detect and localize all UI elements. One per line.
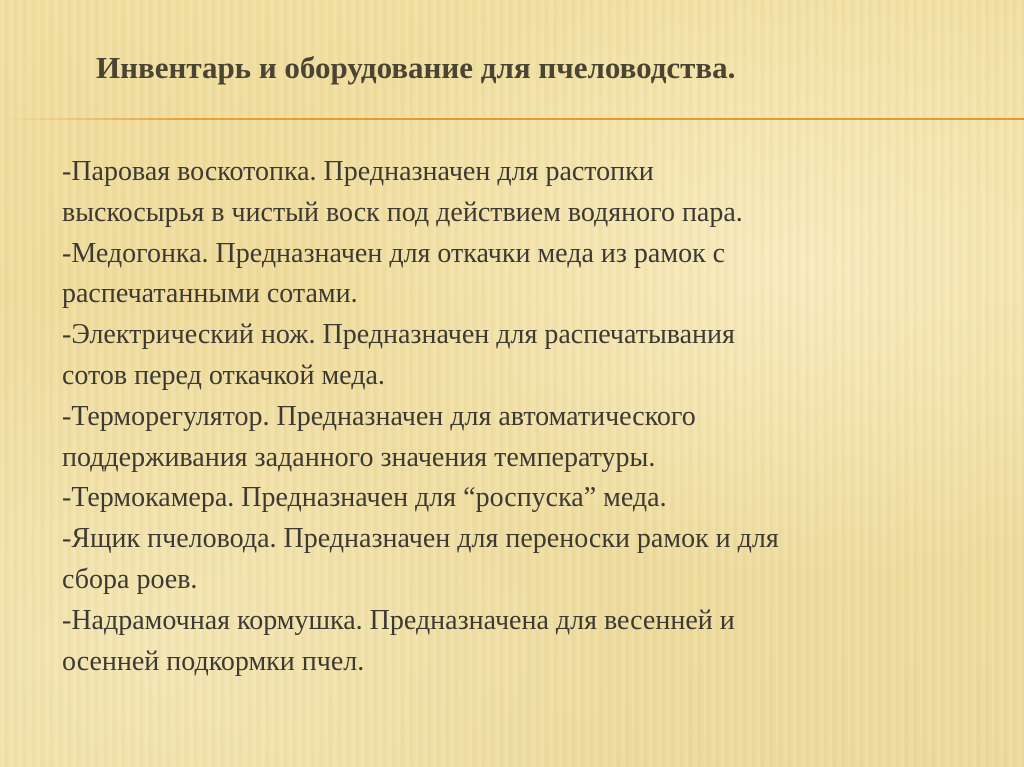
slide-title: Инвентарь и оборудование для пчеловодства.: [96, 50, 736, 85]
slide-body: [62, 152, 962, 682]
body-line: сотов перед откачкой меда.: [62, 359, 385, 391]
title-divider-line: [0, 118, 1024, 120]
body-line: -Электрический нож. Предназначен для распечатывания: [62, 319, 735, 351]
body-line: -Термокамера. Предназначен для “роспуска” меда.: [62, 482, 667, 514]
body-line: -Ящик пчеловода. Предназначен для переноски рамок и для: [62, 523, 779, 555]
body-line: поддерживания заданного значения температуры.: [62, 441, 656, 473]
body-line: -Медогонка. Предназначен для откачки меда из рамок с: [62, 237, 726, 269]
body-line: -Терморегулятор. Предназначен для автоматического: [62, 400, 696, 432]
body-line: выскосырья в чистый воск под действием водяного пара.: [62, 196, 743, 228]
body-line: -Паровая воскотопка. Предназначен для растопки: [62, 156, 654, 187]
body-line: распечатанными сотами.: [62, 278, 358, 310]
body-line: сбора роев.: [62, 563, 198, 595]
body-line: -Надрамочная кормушка. Предназначена для весенней и: [62, 604, 735, 636]
body-line: осенней подкормки пчел.: [62, 645, 365, 677]
